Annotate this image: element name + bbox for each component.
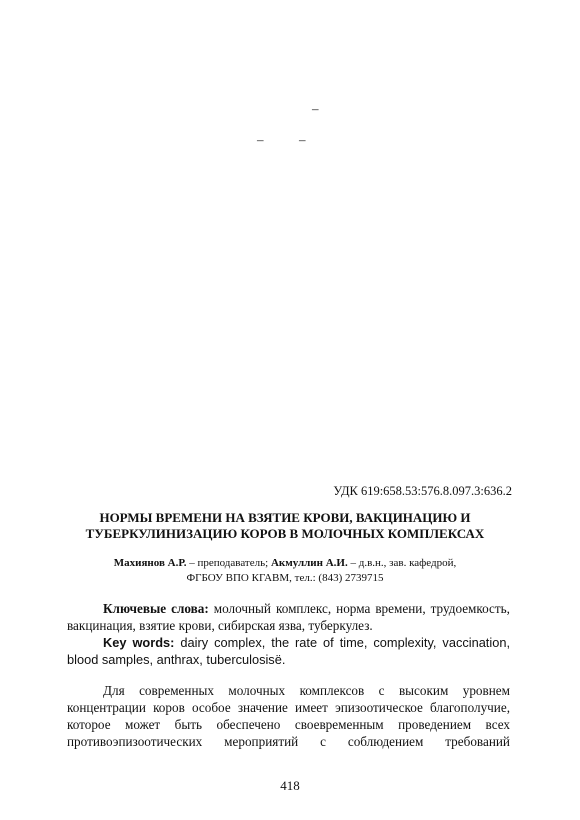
author-1-role: – преподаватель; xyxy=(186,557,271,569)
authors-block xyxy=(60,556,510,586)
body-paragraph xyxy=(67,682,510,750)
body-line-4: противоэпизоотических мероприятий с соблюдением требований xyxy=(67,734,510,749)
author-2-role: – д.в.н., зав. кафедрой, xyxy=(347,557,457,569)
title-line-1: НОРМЫ ВРЕМЕНИ НА ВЗЯТИЕ КРОВИ, ВАКЦИНАЦИЮ И xyxy=(99,510,471,525)
keywords-ru-text: молочный комплекс, норма времени, трудоемкость, вакцинация, взятие крови, сибирская язва, туберкулез. xyxy=(67,601,510,633)
affiliation: ФГБОУ ВПО КГАВМ, тел.: (843) 2739715 xyxy=(186,572,384,584)
page-number: 418 xyxy=(280,778,300,793)
keywords-en-label: Key words: xyxy=(103,635,175,650)
article-title xyxy=(60,510,510,542)
title-line-2: ТУБЕРКУЛИНИЗАЦИЮ КОРОВ В МОЛОЧНЫХ КОМПЛЕКСАХ xyxy=(85,526,485,541)
authors-line xyxy=(60,556,510,571)
author-1-name: Махиянов А.Р. xyxy=(113,557,187,569)
body-line-1: Для современных молочных комплексов с высоким уровнем xyxy=(103,683,510,698)
dash-mark-right: – xyxy=(299,132,306,147)
dash-mark-left: – xyxy=(257,132,264,147)
keywords-block xyxy=(67,600,510,668)
body-line-3: которое может быть обеспечено своевременным проведением всех xyxy=(67,717,510,732)
body-line-2: концентрации коров особое значение имеет эпизоотическое благополучие, xyxy=(67,700,510,715)
keywords-en-text: dairy complex, the rate of time, complexity, vaccination, blood samples, anthrax, tuberculosisë. xyxy=(67,635,510,667)
dash-mark-top: – xyxy=(312,101,319,116)
keywords-ru-label: Ключевые слова: xyxy=(103,601,209,616)
keywords-ru xyxy=(67,600,510,634)
udk-code: УДК 619:658.53:576.8.097.3:636.2 xyxy=(333,484,512,498)
keywords-en xyxy=(67,634,510,668)
author-2-name: Акмуллин А.И. xyxy=(270,557,348,569)
